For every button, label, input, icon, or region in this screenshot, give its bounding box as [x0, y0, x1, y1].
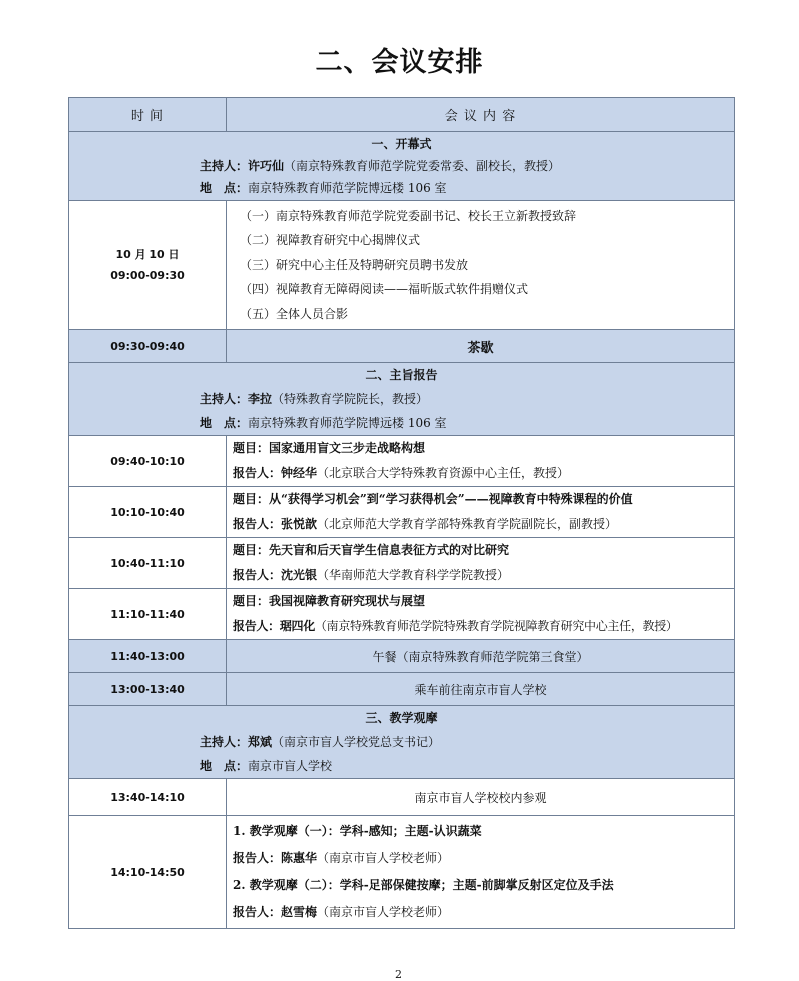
section-title: 一、开幕式 [371, 137, 432, 151]
list-item: （三）研究中心主任及特聘研究员聘书发放 [240, 257, 469, 272]
place-line: 地 点：南京特殊教育师范学院博远楼 106 室 [200, 181, 447, 195]
section-observe [69, 706, 735, 779]
list-item: （四）视障教育无障碍阅读——福昕版式软件捐赠仪式 [240, 282, 529, 297]
talk-topic: 题目：国家通用盲文三步走战略构想 [233, 441, 426, 455]
section-title: 二、主旨报告 [365, 368, 438, 382]
table-row [69, 640, 735, 673]
table-row [69, 538, 735, 589]
header-time: 时 间 [69, 98, 227, 132]
time-cell: 13:00-13:40 [69, 673, 227, 706]
section-title: 三、教学观摩 [365, 711, 438, 725]
table-row [69, 589, 735, 640]
table-row [69, 436, 735, 487]
list-item: （一）南京特殊教育师范学院党委副书记、校长王立新教授致辞 [240, 208, 577, 223]
page-number: 2 [395, 968, 402, 981]
place-line: 地 点：南京市盲人学校 [200, 759, 333, 773]
table-row [69, 201, 735, 330]
time-cell: 09:40-10:10 [69, 436, 227, 487]
list-item: （五）全体人员合影 [240, 306, 349, 321]
table-row [69, 673, 735, 706]
header-content: 会 议 内 容 [227, 98, 735, 132]
break-label: 茶歇 [227, 330, 735, 363]
time-cell: 11:10-11:40 [69, 589, 227, 640]
table-row [69, 487, 735, 538]
talk-cell [227, 487, 735, 538]
lunch-label: 午餐（南京特殊教育师范学院第三食堂） [227, 640, 735, 673]
bus-label: 乘车前往南京市盲人学校 [227, 673, 735, 706]
class-topic: 1. 教学观摩（一）：学科-感知；主题-认识蔬菜 [233, 824, 482, 838]
time-cell: 14:10-14:50 [69, 816, 227, 929]
talk-reporter: 报告人：沈光银（华南师范大学教育科学学院教授） [233, 568, 510, 582]
table-row [69, 816, 735, 929]
list-item: （二）视障教育研究中心揭牌仪式 [240, 233, 421, 248]
table-row [69, 779, 735, 816]
table-row [69, 330, 735, 363]
talk-cell [227, 436, 735, 487]
talk-cell [227, 538, 735, 589]
section-opening [69, 132, 735, 201]
time-cell: 09:30-09:40 [69, 330, 227, 363]
visit-label: 南京市盲人学校校内参观 [227, 779, 735, 816]
class-reporter: 报告人：陈惠华（南京市盲人学校老师） [233, 851, 450, 865]
host-line: 主持人：许巧仙（南京特殊教育师范学院党委常委、副校长，教授） [200, 159, 561, 173]
talk-topic: 题目：从“获得学习机会”到“学习获得机会”——视障教育中特殊课程的价值 [233, 492, 633, 506]
place-line: 地 点：南京特殊教育师范学院博远楼 106 室 [200, 416, 447, 430]
talk-topic: 题目：先天盲和后天盲学生信息表征方式的对比研究 [233, 543, 510, 557]
talk-reporter: 报告人：张悦歆（北京师范大学教育学部特殊教育学院副院长，副教授） [233, 517, 618, 531]
time-cell: 13:40-14:10 [69, 779, 227, 816]
time-cell: 10:40-11:10 [69, 538, 227, 589]
talk-topic: 题目：我国视障教育研究现状与展望 [233, 594, 426, 608]
schedule-table [68, 97, 735, 929]
talk-cell [227, 589, 735, 640]
time-cell: 10:10-10:40 [69, 487, 227, 538]
page-title: 二、会议安排 [315, 47, 484, 78]
class-cell [227, 816, 735, 929]
table-header-row [69, 98, 735, 132]
items-cell [227, 201, 735, 330]
host-line: 主持人：李拉（特殊教育学院院长，教授） [200, 392, 429, 406]
section-keynote [69, 363, 735, 436]
time-cell: 11:40-13:00 [69, 640, 227, 673]
class-topic: 2. 教学观摩（二）：学科-足部保健按摩；主题-前脚掌反射区定位及手法 [233, 878, 614, 892]
talk-reporter: 报告人：琚四化（南京特殊教育师范学院特殊教育学院视障教育研究中心主任，教授） [233, 619, 678, 633]
host-line: 主持人：郑斌（南京市盲人学校党总支书记） [200, 735, 441, 749]
talk-reporter: 报告人：钟经华（北京联合大学特殊教育资源中心主任，教授） [233, 466, 570, 480]
class-reporter: 报告人：赵雪梅（南京市盲人学校老师） [233, 905, 450, 919]
time-cell: 10 月 10 日 09:00-09:30 [69, 201, 227, 330]
